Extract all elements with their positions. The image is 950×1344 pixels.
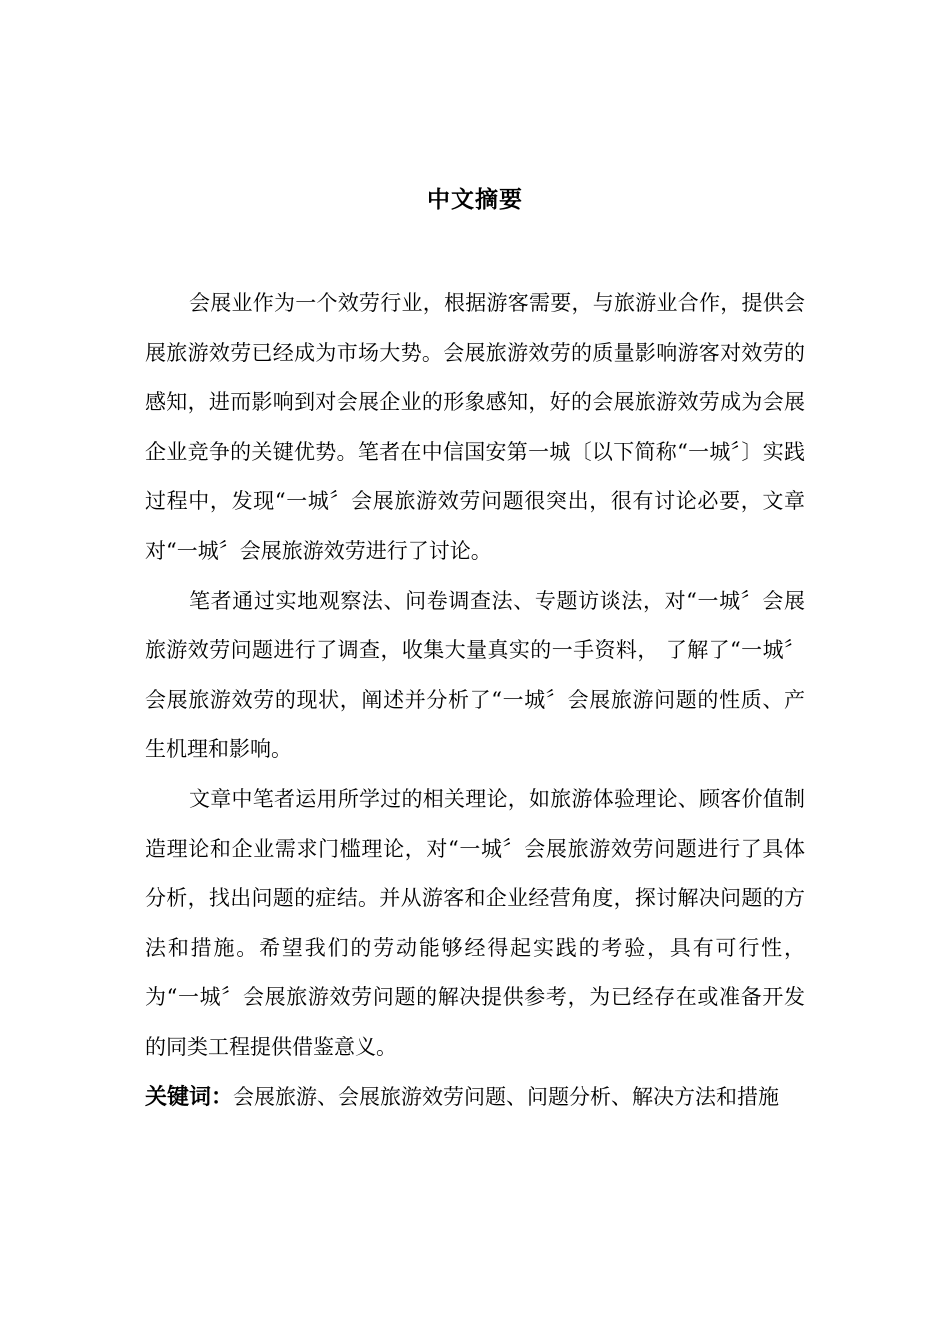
keywords-line	[145, 1073, 805, 1123]
page-title: 中文摘要	[427, 187, 523, 213]
keywords-label: 关键词：	[145, 1084, 234, 1110]
keywords-text: 会展旅游、会展旅游效劳问题、问题分析、解决方法和措施	[233, 1084, 780, 1109]
abstract-body	[145, 279, 805, 1122]
abstract-paragraph-1: 会展业作为一个效劳行业，根据游客需要，与旅游业合作，提供会展旅游效劳已经成为市场大势。会展旅游效劳的质量影响游客对效劳的感知，进而影响到对会展企业的形象感知，好的会展旅游效劳成为会展企业竞争的关键优势。笔者在中信国安第一城〔以下简称“一城〞〕实践过程中，发现“一城〞会展旅游效劳问题很突出，很有讨论必要，文章对“一城〞会展旅游效劳进行了讨论。	[145, 291, 805, 563]
abstract-paragraph-3: 文章中笔者运用所学过的相关理论，如旅游体验理论、顾客价值制造理论和企业需求门槛理论，对“一城〞会展旅游效劳问题进行了具体分析，找出问题的症结。并从游客和企业经营角度，探讨解决问题的方法和措施。希望我们的劳动能够经得起实践的考验，具有可行性，为“一城〞会展旅游效劳问题的解决提供参考，为已经存在或准备开发的同类工程提供借鉴意义。	[145, 786, 805, 1059]
abstract-paragraph-2: 笔者通过实地观察法、问卷调查法、专题访谈法，对“一城〞会展旅游效劳问题进行了调查，收集大量真实的一手资料， 了解了“一城〞会展旅游效劳的现状，阐述并分析了“一城〞会展旅游问题的性质、产生机理和影响。	[145, 588, 805, 762]
